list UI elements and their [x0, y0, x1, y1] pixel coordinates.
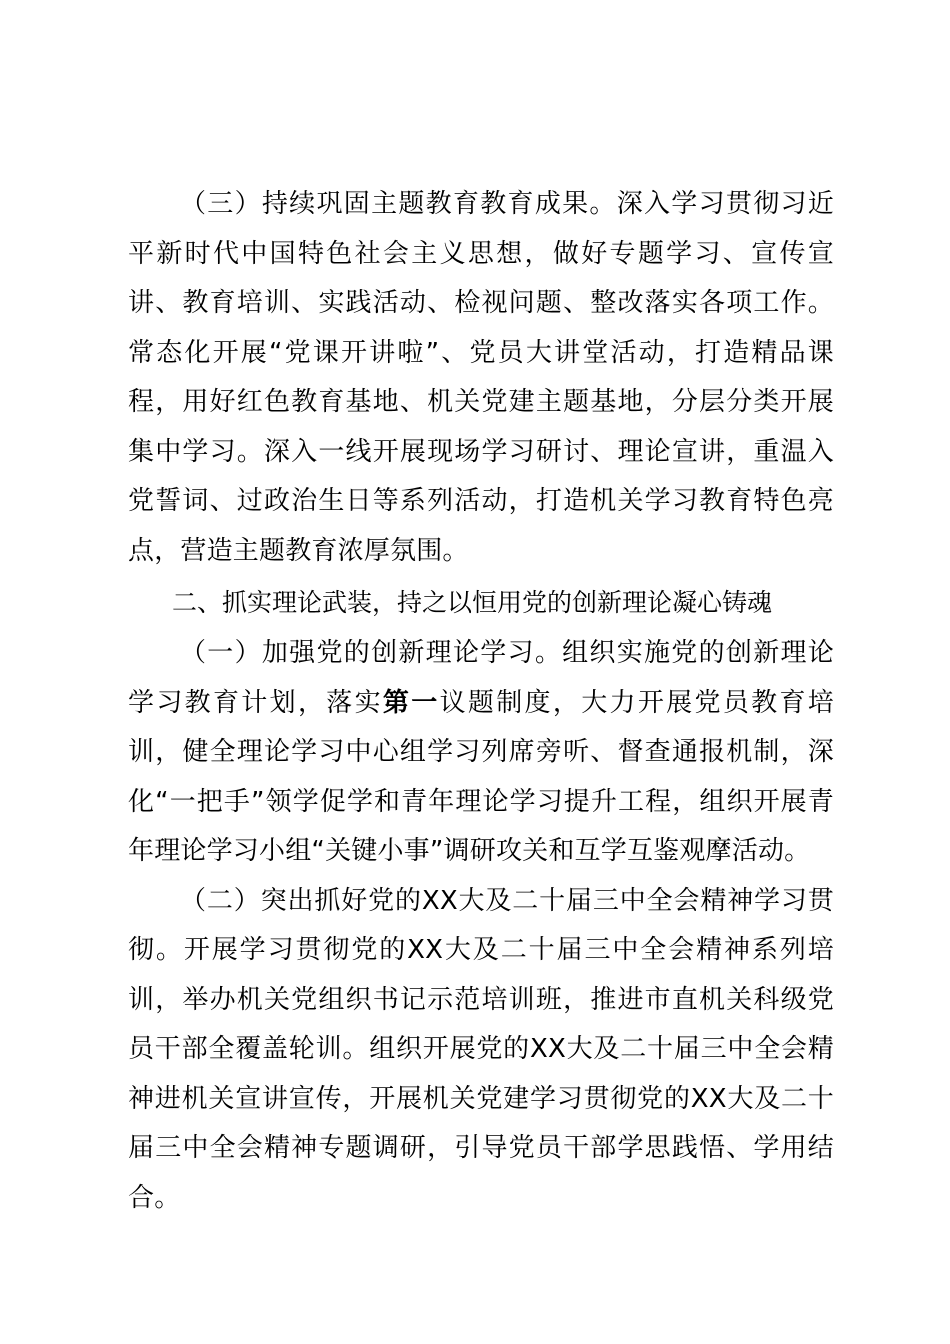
section-heading-theory: 二、抓实理论武装，持之以恒用党的创新理论凝心铸魂: [172, 588, 773, 617]
paragraph-innovation-theory-part-2: 议题制度，大力开展党员教育培训，健全理论学习中心组学习列席旁听、督查通报机制，深化“一把手”领学促学和青年理论学习提升工程，组织开展青年理论学习小组“关键小事”调研攻关和互学互鉴观摩活动。: [128, 687, 834, 866]
document-body: [128, 180, 834, 1223]
paragraph-plenary-spirit: （二）突出抓好党的XX大及二十届三中全会精神学习贯彻。开展学习贯彻党的XX大及二十届三中全会精神系列培训，举办机关党组织书记示范培训班，推进市直机关科级党员干部全覆盖轮训。组织开展党的XX大及二十届三中全会精神进机关宣讲宣传，开展机关党建学习贯彻党的XX大及二十届三中全会精神专题调研，引导党员干部学思践悟、学用结合。: [128, 885, 834, 1213]
paragraph-innovation-theory-part-1: （一）加强党的创新理论学习。组织实施党的创新理论学习教育计划，落实: [128, 638, 834, 718]
paragraph-innovation-theory-bold: 第一: [382, 687, 440, 718]
paragraph-innovation-theory: [128, 629, 834, 877]
paragraph-consolidate-education: （三）持续巩固主题教育教育成果。深入学习贯彻习近平新时代中国特色社会主义思想，做好专题学习、宣传宣讲、教育培训、实践活动、检视问题、整改落实各项工作。常态化开展“党课开讲啦”、党员大讲堂活动，打造精品课程，用好红色教育基地、机关党建主题基地，分层分类开展集中学习。深入一线开展现场学习研讨、理论宣讲，重温入党誓词、过政治生日等系列活动，打造机关学习教育特色亮点，营造主题教育浓厚氛围。: [128, 189, 834, 566]
